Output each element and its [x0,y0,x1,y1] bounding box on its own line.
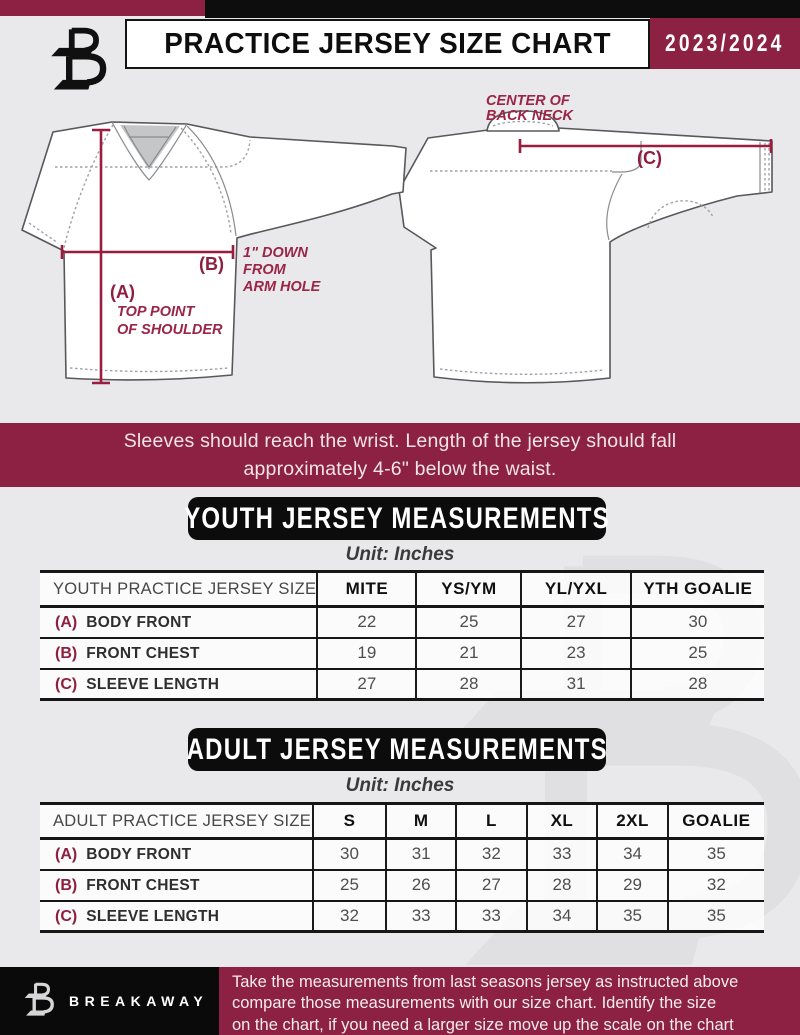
adult-col-2xl: 2XL [597,804,667,839]
label-c-caption-1: CENTER OF [486,93,570,109]
size-cell: 25 [631,638,764,669]
row-label-front-chest: (B) FRONT CHEST [40,638,317,669]
adult-unit-label: Unit: Inches [345,775,455,796]
youth-heading-text: YOUTH JERSEY MEASUREMENTS [184,501,610,535]
footer-instructions [219,967,800,1035]
table-row [40,870,764,901]
season-text: 2023/2024 [665,29,785,57]
youth-col-goalie: YTH GOALIE [631,572,764,607]
row-label-body-front: (A) BODY FRONT [40,607,317,638]
fit-note-line-1: Sleeves should reach the wrist. Length of the jersey should fall [123,430,677,452]
youth-col-ylyxl: YL/YXL [521,572,630,607]
size-cell: 25 [313,870,386,901]
youth-col-ysym: YS/YM [416,572,521,607]
top-black-strip [205,0,800,18]
youth-header-row [40,572,764,607]
footer-line-1: Take the measurements from last seasons jersey as instructed above [232,973,739,991]
adult-header-row [40,804,764,839]
label-a-caption-1: TOP POINT [117,304,195,320]
size-cell: 34 [527,901,598,932]
size-cell: 28 [527,870,598,901]
label-c-caption-2: BACK NECK [486,108,573,124]
table-row [40,638,764,669]
size-cell: 19 [317,638,416,669]
size-cell: 33 [527,839,598,870]
adult-size-label: ADULT PRACTICE JERSEY SIZE [40,804,313,839]
size-cell: 34 [597,839,667,870]
youth-size-label: YOUTH PRACTICE JERSEY SIZE [40,572,317,607]
adult-col-xl: XL [527,804,598,839]
size-cell: 27 [456,870,526,901]
youth-section-heading [184,497,610,540]
footer-brand-block [0,967,219,1035]
size-cell: 22 [317,607,416,638]
season-badge [650,18,800,69]
size-cell: 33 [456,901,526,932]
fit-note-line-2: approximately 4-6" below the waist. [243,458,557,480]
size-cell: 25 [416,607,521,638]
jersey-diagram [0,80,800,425]
back-jersey-drawing [399,111,772,383]
size-cell: 27 [317,669,416,700]
fit-note-banner [0,423,800,487]
size-cell: 32 [313,901,386,932]
size-cell: 31 [521,669,630,700]
label-b-caption-1: 1" DOWN [243,245,308,261]
row-label-sleeve-length: (C) SLEEVE LENGTH [40,901,313,932]
label-a-caption-2: OF SHOULDER [117,322,223,338]
youth-size-table [40,570,764,701]
size-cell: 32 [668,870,764,901]
label-b-caption-2: FROM [243,262,286,278]
footer-line-2: compare those measurements with our size chart. Identify the size [232,994,717,1013]
size-cell: 30 [631,607,764,638]
size-cell: 35 [597,901,667,932]
table-row [40,607,764,638]
breakaway-monogram-icon [24,981,58,1021]
row-label-sleeve-length: (C) SLEEVE LENGTH [40,669,317,700]
youth-col-mite: MITE [317,572,416,607]
table-row [40,839,764,870]
page-title-text: PRACTICE JERSEY SIZE CHART [164,27,611,60]
size-cell: 30 [313,839,386,870]
footer-line-3: on the chart, if you need a larger size move up the scale on the chart [232,1015,734,1034]
brand-name: BREAKAWAY [69,993,209,1009]
adult-col-goalie: GOALIE [668,804,764,839]
row-label-front-chest: (B) FRONT CHEST [40,870,313,901]
size-cell: 35 [668,839,764,870]
table-row [40,669,764,700]
size-cell: 21 [416,638,521,669]
adult-col-m: M [386,804,456,839]
label-c: (C) [637,148,662,168]
youth-unit-label: Unit: Inches [345,544,455,565]
label-b: (B) [199,254,224,274]
adult-size-table [40,802,764,933]
size-cell: 26 [386,870,456,901]
adult-col-l: L [456,804,526,839]
size-cell: 29 [597,870,667,901]
size-cell: 23 [521,638,630,669]
size-cell: 33 [386,901,456,932]
size-cell: 28 [416,669,521,700]
adult-col-s: S [313,804,386,839]
size-cell: 32 [456,839,526,870]
top-maroon-strip [0,0,205,16]
adult-heading-text: ADULT JERSEY MEASUREMENTS [186,732,608,766]
label-b-caption-3: ARM HOLE [243,279,321,295]
size-cell: 31 [386,839,456,870]
adult-section-heading [188,728,606,771]
table-row [40,901,764,932]
label-a: (A) [110,282,135,302]
row-label-body-front: (A) BODY FRONT [40,839,313,870]
size-cell: 27 [521,607,630,638]
size-cell: 35 [668,901,764,932]
size-cell: 28 [631,669,764,700]
page-title [125,19,650,69]
